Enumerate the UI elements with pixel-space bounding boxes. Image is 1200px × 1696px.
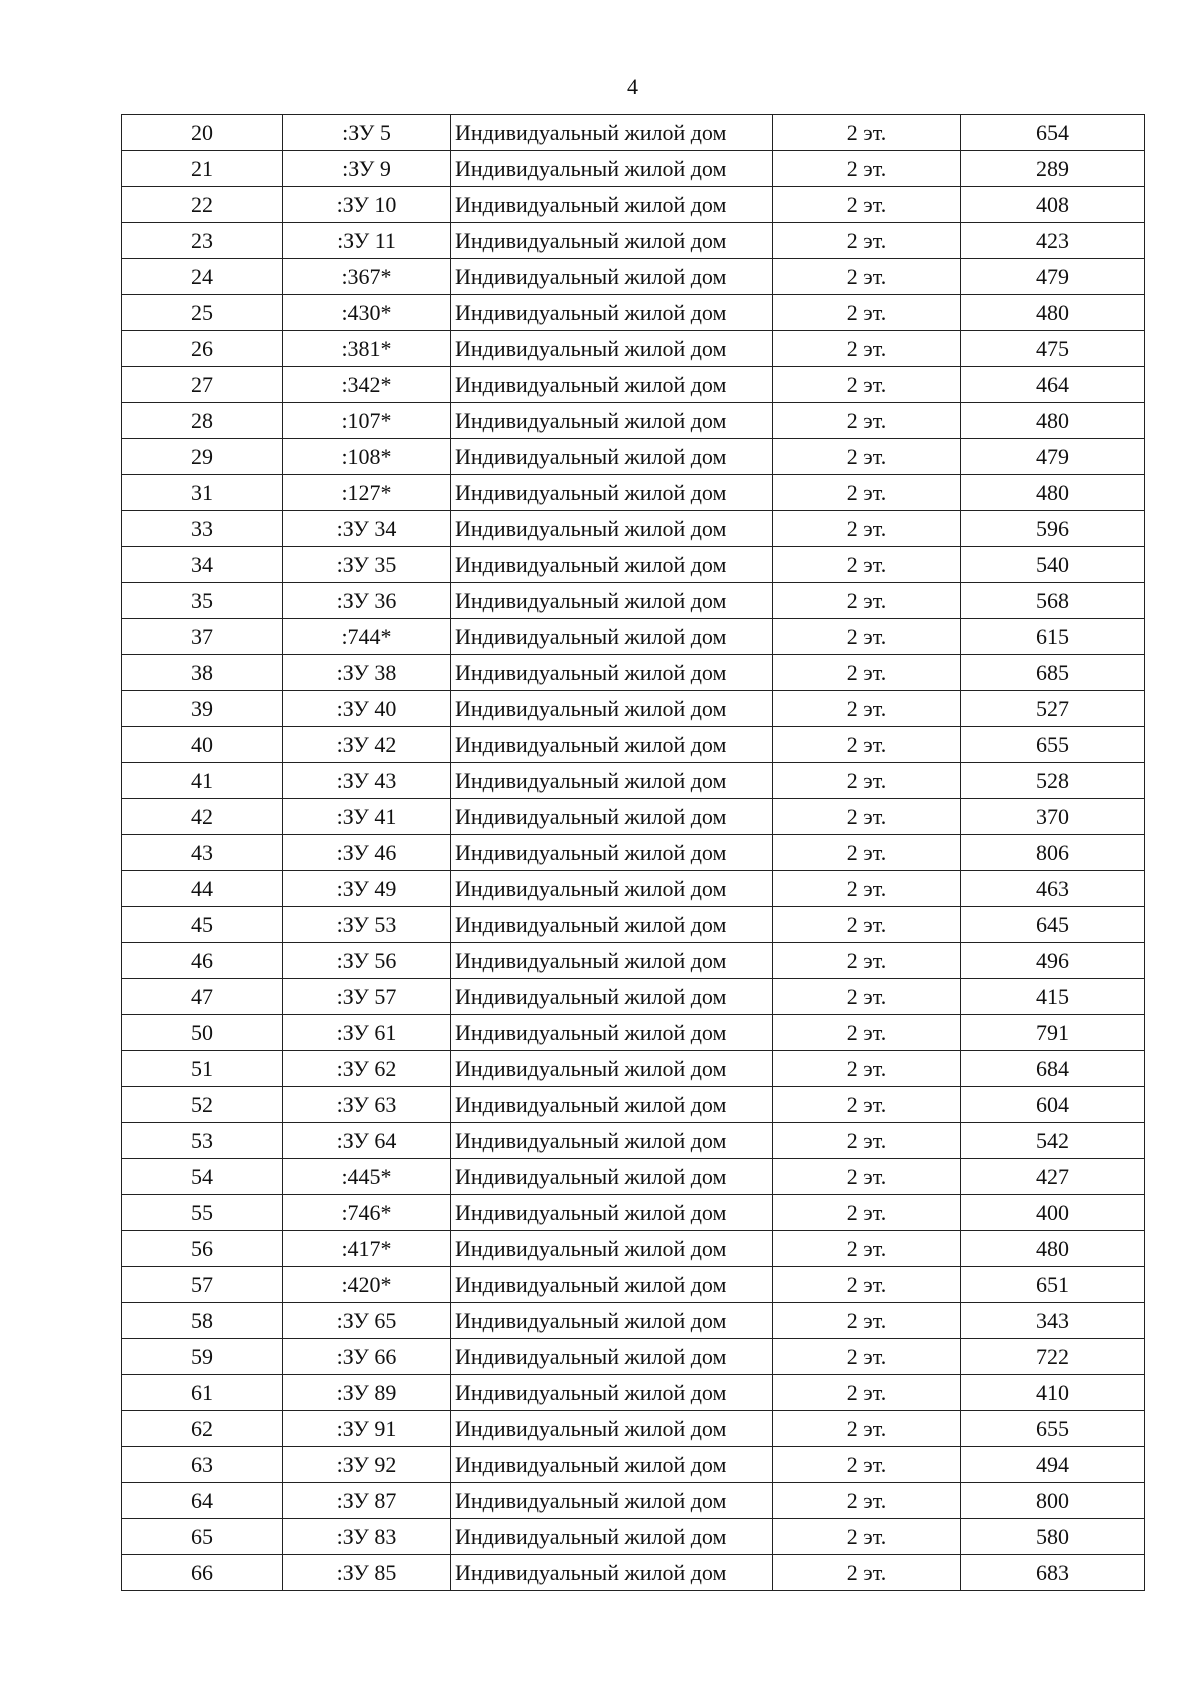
table-row [122, 691, 1145, 727]
floors-cell: 2 эт. [773, 763, 961, 799]
plot-id-cell: :ЗУ 85 [283, 1555, 451, 1591]
area-cell: 400 [961, 1195, 1145, 1231]
object-type-cell: Индивидуальный жилой дом [451, 151, 773, 187]
row-number-cell: 29 [122, 439, 283, 475]
area-cell: 480 [961, 475, 1145, 511]
plot-id-cell: :ЗУ 91 [283, 1411, 451, 1447]
object-type-cell: Индивидуальный жилой дом [451, 1303, 773, 1339]
table-row [122, 1375, 1145, 1411]
row-number-cell: 65 [122, 1519, 283, 1555]
row-number-cell: 35 [122, 583, 283, 619]
area-cell: 684 [961, 1051, 1145, 1087]
floors-cell: 2 эт. [773, 943, 961, 979]
plot-id-cell: :127* [283, 475, 451, 511]
area-cell: 568 [961, 583, 1145, 619]
table-row [122, 583, 1145, 619]
row-number-cell: 55 [122, 1195, 283, 1231]
area-cell: 370 [961, 799, 1145, 835]
area-cell: 683 [961, 1555, 1145, 1591]
plot-id-cell: :ЗУ 10 [283, 187, 451, 223]
row-number-cell: 34 [122, 547, 283, 583]
row-number-cell: 66 [122, 1555, 283, 1591]
object-type-cell: Индивидуальный жилой дом [451, 799, 773, 835]
table-body [122, 115, 1145, 1591]
plot-id-cell: :ЗУ 53 [283, 907, 451, 943]
row-number-cell: 46 [122, 943, 283, 979]
floors-cell: 2 эт. [773, 1411, 961, 1447]
area-cell: 655 [961, 1411, 1145, 1447]
row-number-cell: 45 [122, 907, 283, 943]
plot-id-cell: :108* [283, 439, 451, 475]
plot-id-cell: :ЗУ 38 [283, 655, 451, 691]
floors-cell: 2 эт. [773, 295, 961, 331]
floors-cell: 2 эт. [773, 475, 961, 511]
floors-cell: 2 эт. [773, 835, 961, 871]
table-row [122, 295, 1145, 331]
object-type-cell: Индивидуальный жилой дом [451, 295, 773, 331]
floors-cell: 2 эт. [773, 727, 961, 763]
plot-id-cell: :744* [283, 619, 451, 655]
plot-id-cell: :ЗУ 40 [283, 691, 451, 727]
row-number-cell: 21 [122, 151, 283, 187]
floors-cell: 2 эт. [773, 331, 961, 367]
area-cell: 655 [961, 727, 1145, 763]
object-type-cell: Индивидуальный жилой дом [451, 1195, 773, 1231]
table-row [122, 1231, 1145, 1267]
area-cell: 651 [961, 1267, 1145, 1303]
area-cell: 722 [961, 1339, 1145, 1375]
table-row [122, 367, 1145, 403]
plot-id-cell: :381* [283, 331, 451, 367]
row-number-cell: 43 [122, 835, 283, 871]
plot-id-cell: :ЗУ 43 [283, 763, 451, 799]
object-type-cell: Индивидуальный жилой дом [451, 1123, 773, 1159]
floors-cell: 2 эт. [773, 403, 961, 439]
object-type-cell: Индивидуальный жилой дом [451, 223, 773, 259]
row-number-cell: 57 [122, 1267, 283, 1303]
floors-cell: 2 эт. [773, 367, 961, 403]
floors-cell: 2 эт. [773, 1303, 961, 1339]
object-type-cell: Индивидуальный жилой дом [451, 907, 773, 943]
floors-cell: 2 эт. [773, 1375, 961, 1411]
area-cell: 528 [961, 763, 1145, 799]
floors-cell: 2 эт. [773, 547, 961, 583]
object-type-cell: Индивидуальный жилой дом [451, 1483, 773, 1519]
table-row [122, 979, 1145, 1015]
object-type-cell: Индивидуальный жилой дом [451, 403, 773, 439]
row-number-cell: 24 [122, 259, 283, 295]
object-type-cell: Индивидуальный жилой дом [451, 259, 773, 295]
object-type-cell: Индивидуальный жилой дом [451, 1267, 773, 1303]
row-number-cell: 64 [122, 1483, 283, 1519]
floors-cell: 2 эт. [773, 1195, 961, 1231]
row-number-cell: 63 [122, 1447, 283, 1483]
area-cell: 791 [961, 1015, 1145, 1051]
row-number-cell: 27 [122, 367, 283, 403]
floors-cell: 2 эт. [773, 1159, 961, 1195]
floors-cell: 2 эт. [773, 1267, 961, 1303]
area-cell: 415 [961, 979, 1145, 1015]
floors-cell: 2 эт. [773, 979, 961, 1015]
table-row [122, 1123, 1145, 1159]
row-number-cell: 50 [122, 1015, 283, 1051]
area-cell: 464 [961, 367, 1145, 403]
object-type-cell: Индивидуальный жилой дом [451, 763, 773, 799]
area-cell: 540 [961, 547, 1145, 583]
plot-id-cell: :342* [283, 367, 451, 403]
area-cell: 494 [961, 1447, 1145, 1483]
floors-cell: 2 эт. [773, 1555, 961, 1591]
table-row [122, 1339, 1145, 1375]
plot-id-cell: :ЗУ 56 [283, 943, 451, 979]
plot-id-cell: :ЗУ 61 [283, 1015, 451, 1051]
object-type-cell: Индивидуальный жилой дом [451, 1519, 773, 1555]
area-cell: 479 [961, 439, 1145, 475]
object-type-cell: Индивидуальный жилой дом [451, 187, 773, 223]
table-row [122, 223, 1145, 259]
floors-cell: 2 эт. [773, 1051, 961, 1087]
plot-id-cell: :ЗУ 64 [283, 1123, 451, 1159]
area-cell: 685 [961, 655, 1145, 691]
plot-id-cell: :ЗУ 87 [283, 1483, 451, 1519]
plot-id-cell: :ЗУ 92 [283, 1447, 451, 1483]
object-type-cell: Индивидуальный жилой дом [451, 1375, 773, 1411]
page-number: 4 [627, 74, 638, 99]
object-type-cell: Индивидуальный жилой дом [451, 1411, 773, 1447]
row-number-cell: 40 [122, 727, 283, 763]
floors-cell: 2 эт. [773, 439, 961, 475]
area-cell: 480 [961, 295, 1145, 331]
area-cell: 423 [961, 223, 1145, 259]
table-row [122, 619, 1145, 655]
table-row [122, 1411, 1145, 1447]
object-type-cell: Индивидуальный жилой дом [451, 655, 773, 691]
area-cell: 480 [961, 403, 1145, 439]
row-number-cell: 37 [122, 619, 283, 655]
object-type-cell: Индивидуальный жилой дом [451, 583, 773, 619]
plot-id-cell: :ЗУ 46 [283, 835, 451, 871]
plot-id-cell: :ЗУ 57 [283, 979, 451, 1015]
row-number-cell: 51 [122, 1051, 283, 1087]
floors-cell: 2 эт. [773, 1519, 961, 1555]
object-type-cell: Индивидуальный жилой дом [451, 1555, 773, 1591]
object-type-cell: Индивидуальный жилой дом [451, 619, 773, 655]
row-number-cell: 62 [122, 1411, 283, 1447]
floors-cell: 2 эт. [773, 583, 961, 619]
plot-id-cell: :ЗУ 36 [283, 583, 451, 619]
floors-cell: 2 эт. [773, 691, 961, 727]
object-type-cell: Индивидуальный жилой дом [451, 475, 773, 511]
table-row [122, 835, 1145, 871]
plot-id-cell: :367* [283, 259, 451, 295]
floors-cell: 2 эт. [773, 655, 961, 691]
floors-cell: 2 эт. [773, 1231, 961, 1267]
table-row [122, 1087, 1145, 1123]
land-plots-table [121, 114, 1145, 1591]
plot-id-cell: :ЗУ 9 [283, 151, 451, 187]
plot-id-cell: :445* [283, 1159, 451, 1195]
object-type-cell: Индивидуальный жилой дом [451, 979, 773, 1015]
floors-cell: 2 эт. [773, 1447, 961, 1483]
object-type-cell: Индивидуальный жилой дом [451, 115, 773, 151]
area-cell: 580 [961, 1519, 1145, 1555]
area-cell: 427 [961, 1159, 1145, 1195]
object-type-cell: Индивидуальный жилой дом [451, 1339, 773, 1375]
plot-id-cell: :ЗУ 35 [283, 547, 451, 583]
table-row [122, 943, 1145, 979]
table-row [122, 403, 1145, 439]
table-row [122, 907, 1145, 943]
table-row [122, 439, 1145, 475]
table-row [122, 1267, 1145, 1303]
table-row [122, 115, 1145, 151]
floors-cell: 2 эт. [773, 619, 961, 655]
row-number-cell: 33 [122, 511, 283, 547]
table-row [122, 151, 1145, 187]
area-cell: 408 [961, 187, 1145, 223]
row-number-cell: 58 [122, 1303, 283, 1339]
floors-cell: 2 эт. [773, 1123, 961, 1159]
floors-cell: 2 эт. [773, 151, 961, 187]
plot-id-cell: :ЗУ 65 [283, 1303, 451, 1339]
area-cell: 527 [961, 691, 1145, 727]
plot-id-cell: :420* [283, 1267, 451, 1303]
table-row [122, 1555, 1145, 1591]
object-type-cell: Индивидуальный жилой дом [451, 835, 773, 871]
object-type-cell: Индивидуальный жилой дом [451, 1087, 773, 1123]
area-cell: 289 [961, 151, 1145, 187]
object-type-cell: Индивидуальный жилой дом [451, 1159, 773, 1195]
object-type-cell: Индивидуальный жилой дом [451, 367, 773, 403]
row-number-cell: 20 [122, 115, 283, 151]
row-number-cell: 25 [122, 295, 283, 331]
row-number-cell: 42 [122, 799, 283, 835]
table-row [122, 1483, 1145, 1519]
area-cell: 479 [961, 259, 1145, 295]
table-row [122, 547, 1145, 583]
plot-id-cell: :430* [283, 295, 451, 331]
floors-cell: 2 эт. [773, 907, 961, 943]
area-cell: 800 [961, 1483, 1145, 1519]
table-row [122, 475, 1145, 511]
plot-id-cell: :ЗУ 89 [283, 1375, 451, 1411]
object-type-cell: Индивидуальный жилой дом [451, 511, 773, 547]
object-type-cell: Индивидуальный жилой дом [451, 943, 773, 979]
plot-id-cell: :ЗУ 83 [283, 1519, 451, 1555]
area-cell: 410 [961, 1375, 1145, 1411]
area-cell: 480 [961, 1231, 1145, 1267]
object-type-cell: Индивидуальный жилой дом [451, 439, 773, 475]
area-cell: 542 [961, 1123, 1145, 1159]
table-row [122, 763, 1145, 799]
row-number-cell: 41 [122, 763, 283, 799]
row-number-cell: 23 [122, 223, 283, 259]
table-row [122, 1159, 1145, 1195]
table-row [122, 799, 1145, 835]
table-row [122, 727, 1145, 763]
row-number-cell: 54 [122, 1159, 283, 1195]
area-cell: 496 [961, 943, 1145, 979]
plot-id-cell: :ЗУ 42 [283, 727, 451, 763]
area-cell: 645 [961, 907, 1145, 943]
row-number-cell: 28 [122, 403, 283, 439]
object-type-cell: Индивидуальный жилой дом [451, 1231, 773, 1267]
area-cell: 343 [961, 1303, 1145, 1339]
row-number-cell: 59 [122, 1339, 283, 1375]
plot-id-cell: :ЗУ 49 [283, 871, 451, 907]
area-cell: 654 [961, 115, 1145, 151]
plot-id-cell: :ЗУ 41 [283, 799, 451, 835]
object-type-cell: Индивидуальный жилой дом [451, 1447, 773, 1483]
row-number-cell: 26 [122, 331, 283, 367]
plot-id-cell: :ЗУ 63 [283, 1087, 451, 1123]
row-number-cell: 39 [122, 691, 283, 727]
row-number-cell: 53 [122, 1123, 283, 1159]
object-type-cell: Индивидуальный жилой дом [451, 331, 773, 367]
floors-cell: 2 эт. [773, 871, 961, 907]
area-cell: 806 [961, 835, 1145, 871]
object-type-cell: Индивидуальный жилой дом [451, 691, 773, 727]
floors-cell: 2 эт. [773, 1087, 961, 1123]
area-cell: 475 [961, 331, 1145, 367]
table-row [122, 655, 1145, 691]
floors-cell: 2 эт. [773, 1483, 961, 1519]
table-row [122, 1051, 1145, 1087]
plot-id-cell: :ЗУ 62 [283, 1051, 451, 1087]
table-row [122, 871, 1145, 907]
plot-id-cell: :ЗУ 5 [283, 115, 451, 151]
floors-cell: 2 эт. [773, 223, 961, 259]
floors-cell: 2 эт. [773, 187, 961, 223]
object-type-cell: Индивидуальный жилой дом [451, 1015, 773, 1051]
table-row [122, 1447, 1145, 1483]
table-row [122, 259, 1145, 295]
plot-id-cell: :ЗУ 66 [283, 1339, 451, 1375]
table-row [122, 1195, 1145, 1231]
object-type-cell: Индивидуальный жилой дом [451, 1051, 773, 1087]
row-number-cell: 52 [122, 1087, 283, 1123]
row-number-cell: 44 [122, 871, 283, 907]
plot-id-cell: :ЗУ 34 [283, 511, 451, 547]
table-row [122, 1015, 1145, 1051]
plot-id-cell: :ЗУ 11 [283, 223, 451, 259]
area-cell: 463 [961, 871, 1145, 907]
row-number-cell: 31 [122, 475, 283, 511]
row-number-cell: 56 [122, 1231, 283, 1267]
floors-cell: 2 эт. [773, 799, 961, 835]
row-number-cell: 22 [122, 187, 283, 223]
plot-id-cell: :107* [283, 403, 451, 439]
row-number-cell: 38 [122, 655, 283, 691]
area-cell: 596 [961, 511, 1145, 547]
area-cell: 615 [961, 619, 1145, 655]
floors-cell: 2 эт. [773, 259, 961, 295]
row-number-cell: 47 [122, 979, 283, 1015]
table-row [122, 187, 1145, 223]
floors-cell: 2 эт. [773, 1339, 961, 1375]
land-plots-table-container [121, 114, 1144, 1591]
table-row [122, 511, 1145, 547]
plot-id-cell: :417* [283, 1231, 451, 1267]
object-type-cell: Индивидуальный жилой дом [451, 871, 773, 907]
table-row [122, 1519, 1145, 1555]
row-number-cell: 61 [122, 1375, 283, 1411]
table-row [122, 1303, 1145, 1339]
floors-cell: 2 эт. [773, 1015, 961, 1051]
object-type-cell: Индивидуальный жилой дом [451, 547, 773, 583]
table-row [122, 331, 1145, 367]
floors-cell: 2 эт. [773, 115, 961, 151]
floors-cell: 2 эт. [773, 511, 961, 547]
object-type-cell: Индивидуальный жилой дом [451, 727, 773, 763]
area-cell: 604 [961, 1087, 1145, 1123]
plot-id-cell: :746* [283, 1195, 451, 1231]
